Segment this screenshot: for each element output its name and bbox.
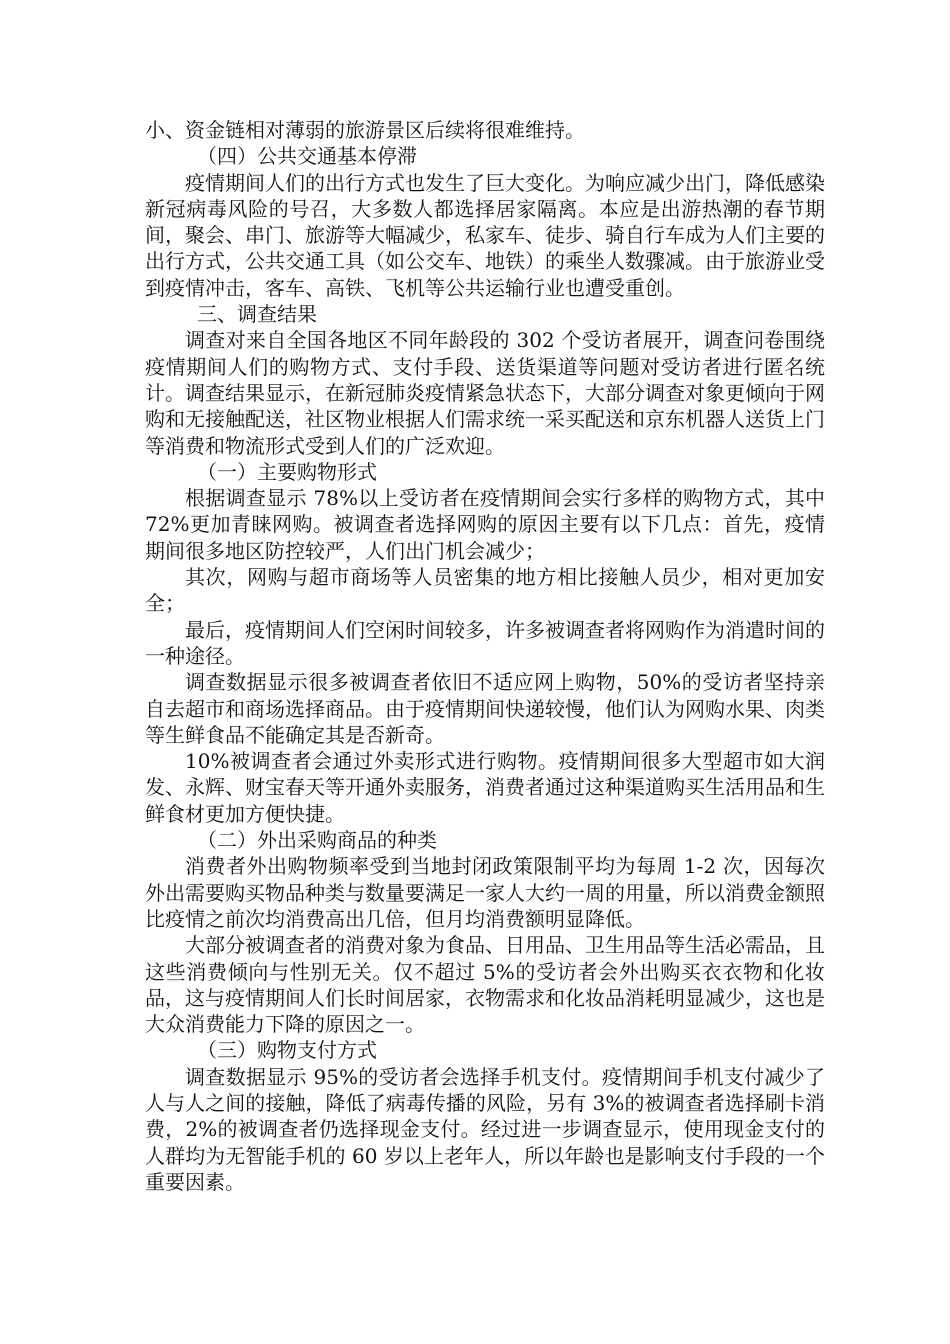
paragraph-consumption-objects: 大部分被调查者的消费对象为食品、日用品、卫生用品等生活必需品，且这些消费倾向与性别无关。仅不超过 5%的受访者会外出购买衣衣物和化妆品，这与疫情期间人们长时间居家，衣物需求和化妆品消耗明显减少，这也是大众消费能力下降的原因之一。 [145,933,825,1037]
paragraph-payment-data: 调查数据显示 95%的受访者会选择手机支付。疫情期间手机支付减少了人与人之间的接触，降低了病毒传播的风险，另有 3%的被调查者选择刷卡消费，2%的被调查者仍选择现金支付。经过进一步调查显示，使用现金支付的人群均为无智能手机的 60 岁以上老年人，所以年龄也是影响支付手段的一个重要因素。 [145,1064,825,1194]
section-heading-shopping-forms: （一）主要购物形式 [197,459,377,484]
section-heading-survey-results: 三、调查结果 [197,302,317,327]
paragraph-continued: 小、资金链相对薄弱的旅游景区后续将很难维持。 [145,118,585,142]
paragraph-survey-overview: 调查对来自全国各地区不同年龄段的 302 个受访者展开，调查问卷围绕疫情期间人们的购物方式、支付手段、送货渠道等问题对受访者进行匿名统计。调查结果显示，在新冠肺炎疫情紧急状态下，大部分调查对象更倾向于网购和无接触配送，社区物业根据人们需求统一采买配送和京东机器人送货上门等消费和物流形式受到人们的广泛欢迎。 [145,328,825,458]
section-heading-payment-methods: （三）购物支付方式 [197,1038,377,1063]
document-page [145,117,825,1195]
paragraph-third-reason: 最后，疫情期间人们空闲时间较多，许多被调查者将网购作为消遣时间的一种途径。 [145,617,825,668]
paragraph-second-reason: 其次，网购与超市商场等人员密集的地方相比接触人员少，相对更加安全； [145,565,825,616]
paragraph-takeout-shopping: 10%被调查者会通过外卖形式进行购物。疫情期间很多大型超市如大润发、永辉、财宝春天等开通外卖服务，消费者通过这种渠道购买生活用品和生鲜食材更加方便快捷。 [145,749,825,826]
section-heading-public-transport: （四）公共交通基本停滞 [197,144,417,169]
paragraph-travel-changes: 疫情期间人们的出行方式也发生了巨大变化。为响应减少出门，降低感染新冠病毒风险的号召，大多数人都选择居家隔离。本应是出游热潮的春节期间，聚会、串门、旅游等大幅减少，私家车、徒步、骑自行车成为人们主要的出行方式，公共交通工具（如公交车、地铁）的乘坐人数骤减。由于旅游业受到疫情冲击，客车、高铁、飞机等公共运输行业也遭受重创。 [145,170,825,300]
paragraph-offline-shopping: 调查数据显示很多被调查者依旧不适应网上购物，50%的受访者坚持亲自去超市和商场选择商品。由于疫情期间快递较慢，他们认为网购水果、肉类等生鲜食品不能确定其是否新奇。 [145,670,825,747]
paragraph-online-shopping: 根据调查显示 78%以上受访者在疫情期间会实行多样的购物方式，其中 72%更加青睐网购。被调查者选择网购的原因主要有以下几点：首先，疫情期间很多地区防控较严，人们出门机会减少； [145,486,825,563]
section-heading-goods-types: （二）外出采购商品的种类 [197,828,437,853]
paragraph-shopping-frequency: 消费者外出购物频率受到当地封闭政策限制平均为每周 1-2 次，因每次外出需要购买物品种类与数量要满足一家人大约一周的用量，所以消费金额照比疫情之前次均消费高出几倍，但月均消费额明显降低。 [145,854,825,931]
